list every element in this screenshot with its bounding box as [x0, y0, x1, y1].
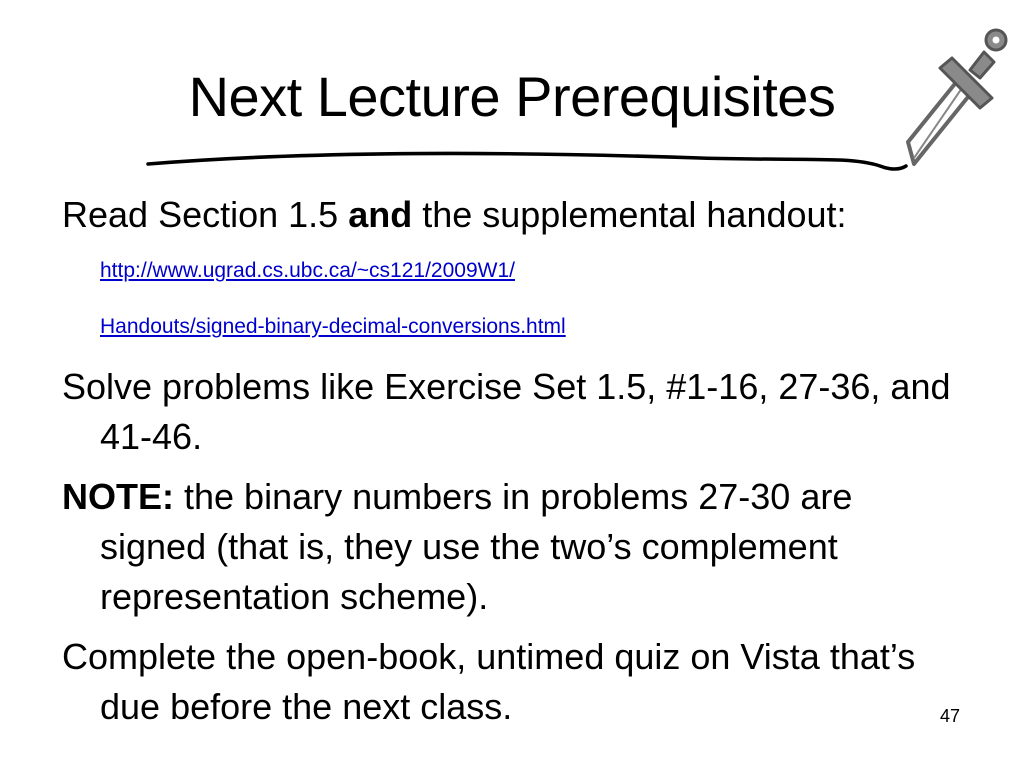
list-item-read — [62, 190, 962, 352]
handout-link[interactable]: http://www.ugrad.cs.ubc.ca/~cs121/2009W1/ — [100, 259, 515, 282]
read-bold-text: and — [348, 194, 413, 235]
sword-icon — [900, 22, 1012, 172]
handout-link-continued[interactable]: Handouts/signed-binary-decimal-conversions.html — [100, 315, 566, 338]
list-item-solve: Solve problems like Exercise Set 1.5, #1-16, 27-36, and 41-46. — [62, 366, 951, 457]
note-text: the binary numbers in problems 27-30 are signed (that is, they use the two’s complement representation scheme). — [100, 476, 853, 617]
title-underline — [0, 148, 1024, 188]
list-item-note — [62, 472, 962, 622]
note-label: NOTE: — [62, 476, 174, 517]
list-item-quiz: Complete the open-book, untimed quiz on Vista that’s due before the next class. — [62, 636, 916, 727]
read-prefix-text: Read Section 1.5 — [62, 194, 349, 235]
read-middle-text: the supplemental handout: — [412, 194, 847, 235]
page-number: 47 — [939, 706, 960, 726]
slide-body — [62, 190, 962, 742]
slide-title: Next Lecture Prerequisites — [188, 65, 836, 128]
